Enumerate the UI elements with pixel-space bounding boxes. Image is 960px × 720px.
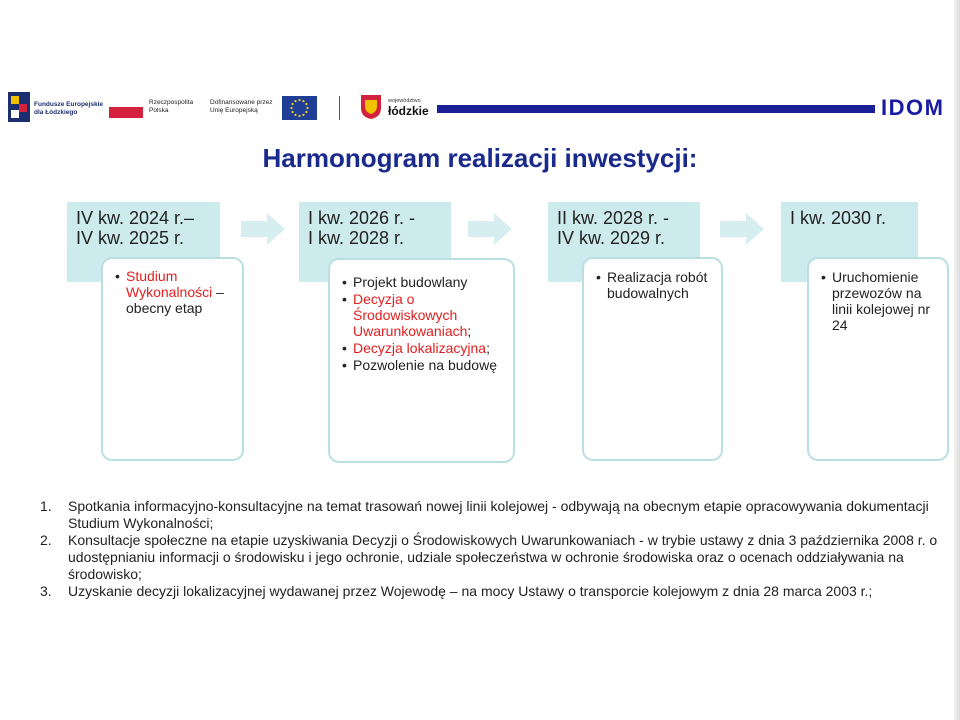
stage-2-item: [342, 291, 505, 339]
stage-2-period-line-2: I kw. 2028 r.: [308, 228, 405, 248]
stage-2-item-text: Pozwolenie na budowę: [353, 357, 497, 373]
idom-logo: IDOM: [881, 95, 945, 120]
eu-funding-logo: [210, 96, 318, 122]
ue-logo-line-2: Unię Europejską: [210, 107, 258, 114]
wojewodztwo-lodzkie-logo: [360, 94, 440, 122]
lodz-shield-icon: [360, 94, 382, 120]
eu-flag-icon: [282, 96, 317, 120]
note-item: [30, 583, 950, 600]
fundusze-europejskie-logo: [8, 92, 104, 122]
stage-4-period-line-1: I kw. 2030 r.: [790, 208, 887, 228]
stage-2-item: [342, 357, 505, 373]
lodz-logo-text: łódzkie: [388, 104, 429, 118]
stage-3-item: [596, 269, 713, 301]
stage-2-item-text: Decyzja lokalizacyjna: [353, 340, 487, 356]
stage-2-item-text: Projekt budowlany: [353, 274, 468, 290]
stage-2-period-line-1: I kw. 2026 r. -: [308, 208, 416, 228]
arrow-right-icon: [720, 213, 764, 245]
note-item: [30, 498, 950, 532]
rzeczpospolita-polska-logo: [109, 96, 199, 122]
ue-logo-line-1: Dofinansowane przez: [210, 99, 273, 106]
stage-1-period-line-1: IV kw. 2024 r.–: [76, 208, 195, 228]
stage-1-item-text: Studium Wykonalności: [126, 268, 213, 300]
stage-4-item-text: Uruchomienie przewozów na linii kolejowej nr 24: [832, 269, 931, 333]
note-text: Konsultacje społeczne na etapie uzyskiwania Decyzji o Środowiskowych Uwarunkowaniach - w trybie ustawy z dnia 3 października 2008 r. o udostępnianiu informacji o środowisku i jego ochronie, udziale społeczeństwa w ochronie środowiska oraz o ocenach oddziaływania na środowisko;: [68, 532, 938, 582]
pl-logo-line-2: Polska: [149, 107, 169, 114]
stage-2-item-text: Decyzja o Środowiskowych Uwarunkowaniach: [353, 291, 468, 339]
page-edge: [954, 0, 960, 720]
fe-logo-icon: [8, 92, 30, 122]
fe-logo-line-2: dla Łódzkiego: [34, 109, 78, 116]
stage-3-details: [582, 257, 723, 461]
note-number: 1.: [40, 498, 52, 514]
stage-2-item: [342, 340, 505, 356]
pl-logo-line-1: Rzeczpospolita: [149, 99, 194, 106]
header-bar: [437, 105, 875, 113]
arrow-right-icon: [241, 213, 285, 245]
stage-1-details: [101, 257, 244, 461]
stage-3-period-line-1: II kw. 2028 r. -: [557, 208, 670, 228]
stage-2-details: [328, 258, 515, 463]
note-number: 2.: [40, 532, 52, 548]
stage-2-item-suffix: ;: [486, 340, 490, 356]
fe-logo-line-1: Fundusze Europejskie: [34, 101, 103, 108]
stage-1-item-suffix: – obecny etap: [126, 284, 224, 316]
lodz-logo-small-text: województwo: [388, 98, 421, 104]
stage-2-item: [342, 274, 505, 290]
stage-3-period-line-2: IV kw. 2029 r.: [557, 228, 666, 248]
notes-list: [30, 498, 950, 600]
stage-1-period-line-2: IV kw. 2025 r.: [76, 228, 185, 248]
page-title: Harmonogram realizacji inwestycji:: [262, 143, 698, 173]
stage-2-item-suffix: ;: [467, 323, 472, 339]
stage-3-item-text: Realizacja robót budowalnych: [607, 269, 708, 301]
note-text: Spotkania informacyjno-konsultacyjne na temat trasowań nowej linii kolejowej - odbywają na obecnym etapie opracowywania dokumentacji Studium Wykonalności;: [68, 498, 929, 531]
note-text: Uzyskanie decyzji lokalizacyjnej wydawanej przez Wojewodę – na mocy Ustawy o transporcie kolejowym z dnia 28 marca 2003 r.;: [68, 583, 873, 599]
arrow-right-icon: [468, 213, 512, 245]
stage-1-item: [115, 268, 234, 316]
note-number: 3.: [40, 583, 52, 599]
logo-separator: [339, 96, 340, 120]
stage-4-item: [821, 269, 939, 333]
polish-flag-icon: [109, 96, 143, 118]
note-item: [30, 532, 950, 583]
stage-4-details: [807, 257, 949, 461]
